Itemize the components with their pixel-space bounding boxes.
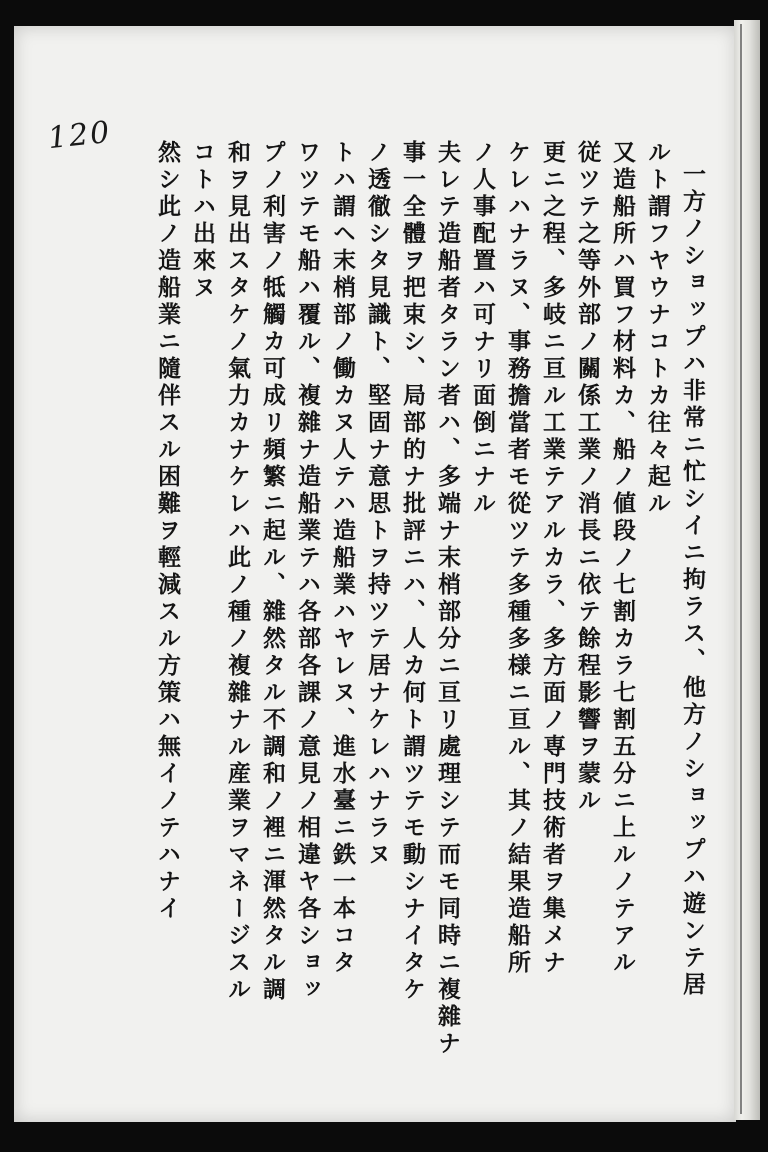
text-column: ワツテモ船ハ覆ル、複雜ナ造船業テハ各部各課ノ意見ノ相違ヤ各ショッ <box>294 140 320 1004</box>
text-column: 従ツテ之等外部ノ關係工業ノ消長ニ依テ餘程影響ヲ蒙ル <box>574 140 600 815</box>
text-column: 一方ノショップハ非常ニ忙シイニ拘ラス、他方ノショップハ遊ンテ居 <box>679 162 705 999</box>
text-column: ルト謂フヤウナコトカ往々起ル <box>644 140 670 518</box>
text-column: 然シ此ノ造船業ニ隨伴スル困難ヲ輕減スル方策ハ無イノテハナイ <box>154 140 180 923</box>
text-column: 更ニ之程、多岐ニ亘ル工業テアルカラ、多方面ノ専門技術者ヲ集メナ <box>539 140 565 977</box>
text-column: トハ謂ヘ末梢部ノ働カヌ人テハ造船業ハヤレヌ、進水臺ニ鉄一本コタ <box>329 140 355 977</box>
text-column: コトハ出來ヌ <box>189 140 215 302</box>
text-column: 事一全體ヲ把束シ、局部的ナ批評ニハ、人カ何ト謂ツテモ動シナイタケ <box>399 140 425 1004</box>
page-number: 120 <box>46 114 113 157</box>
text-column: ノ人事配置ハ可ナリ面倒ニナル <box>469 140 495 518</box>
text-column: ケレハナラヌ、事務擔當者モ從ツテ多種多様ニ亘ル、其ノ結果造船所 <box>504 140 530 977</box>
text-column: ノ透徹シタ見識ト、堅固ナ意思トヲ持ツテ居ナケレハナラヌ <box>364 140 390 869</box>
text-column: 和ヲ見出スタケノ氣力カナケレハ此ノ種ノ複雜ナル産業ヲマネージスル <box>224 140 250 1004</box>
page-edge <box>734 20 760 1120</box>
text-columns <box>150 140 710 1060</box>
text-column: 夫レテ造船者タラン者ハ、多端ナ末梢部分ニ亘リ處理シテ而モ同時ニ複雜ナ <box>434 140 460 1058</box>
text-column: プノ利害ノ牴觸カ可成リ頻繁ニ起ル、雜然タル不調和ノ裡ニ渾然タル調 <box>259 140 285 1004</box>
text-column: 又造船所ハ買フ材料カ、船ノ値段ノ七割カラ七割五分ニ上ルノテアル <box>609 140 635 977</box>
page-edge-shadow <box>740 24 742 1114</box>
